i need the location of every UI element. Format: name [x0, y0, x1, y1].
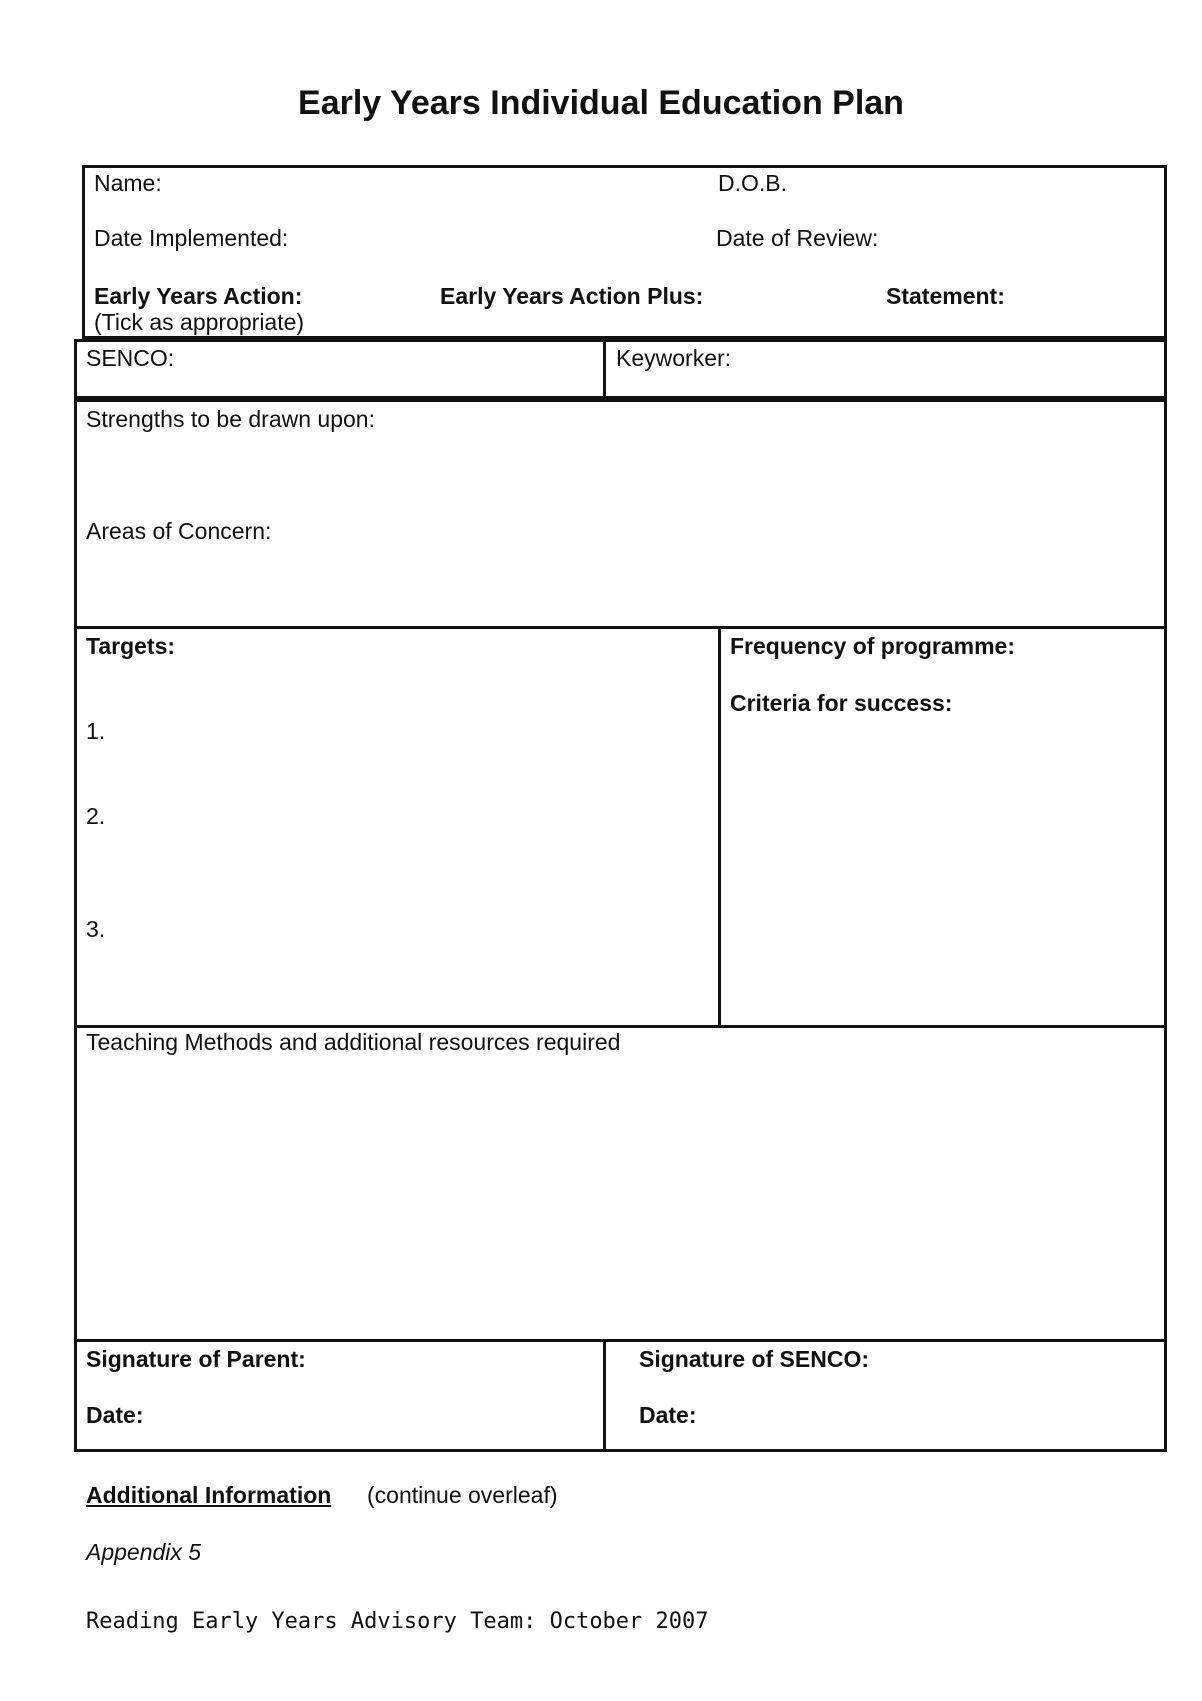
- additional-information-heading: Additional Information: [86, 1482, 332, 1508]
- target-item: 1.: [86, 718, 106, 744]
- targets-section: [74, 626, 1167, 1028]
- tick-note: (Tick as appropriate): [94, 309, 305, 335]
- early-years-action-label: Early Years Action:: [94, 283, 303, 309]
- parent-signature-label: Signature of Parent:: [86, 1346, 306, 1372]
- teaching-section: [74, 1025, 1167, 1342]
- early-years-action-plus-label: Early Years Action Plus:: [440, 283, 704, 309]
- criteria-label: Criteria for success:: [730, 690, 953, 716]
- targets-label: Targets:: [86, 633, 176, 659]
- continue-note: (continue overleaf): [367, 1482, 558, 1508]
- dob-label: D.O.B.: [718, 170, 788, 196]
- date-implemented-label: Date Implemented:: [94, 225, 289, 251]
- name-label: Name:: [94, 170, 162, 196]
- date-of-review-label: Date of Review:: [716, 225, 879, 251]
- page-title: Early Years Individual Education Plan: [298, 84, 904, 122]
- staff-divider: [603, 339, 606, 399]
- strengths-label: Strengths to be drawn upon:: [86, 406, 375, 432]
- senco-signature-label: Signature of SENCO:: [639, 1346, 870, 1372]
- profile-section: [74, 399, 1167, 629]
- concerns-label: Areas of Concern:: [86, 518, 272, 544]
- frequency-label: Frequency of programme:: [730, 633, 1015, 659]
- teaching-label: Teaching Methods and additional resources required: [86, 1029, 621, 1055]
- parent-date-label: Date:: [86, 1402, 144, 1428]
- senco-label: SENCO:: [86, 345, 175, 371]
- statement-label: Statement:: [886, 283, 1005, 309]
- targets-divider: [718, 626, 721, 1028]
- credit-line: Reading Early Years Advisory Team: October 2007: [86, 1609, 709, 1634]
- signatures-divider: [603, 1339, 606, 1452]
- keyworker-label: Keyworker:: [616, 345, 732, 371]
- appendix-label: Appendix 5: [86, 1539, 202, 1565]
- target-item: 2.: [86, 803, 106, 829]
- senco-date-label: Date:: [639, 1402, 697, 1428]
- target-item: 3.: [86, 916, 106, 942]
